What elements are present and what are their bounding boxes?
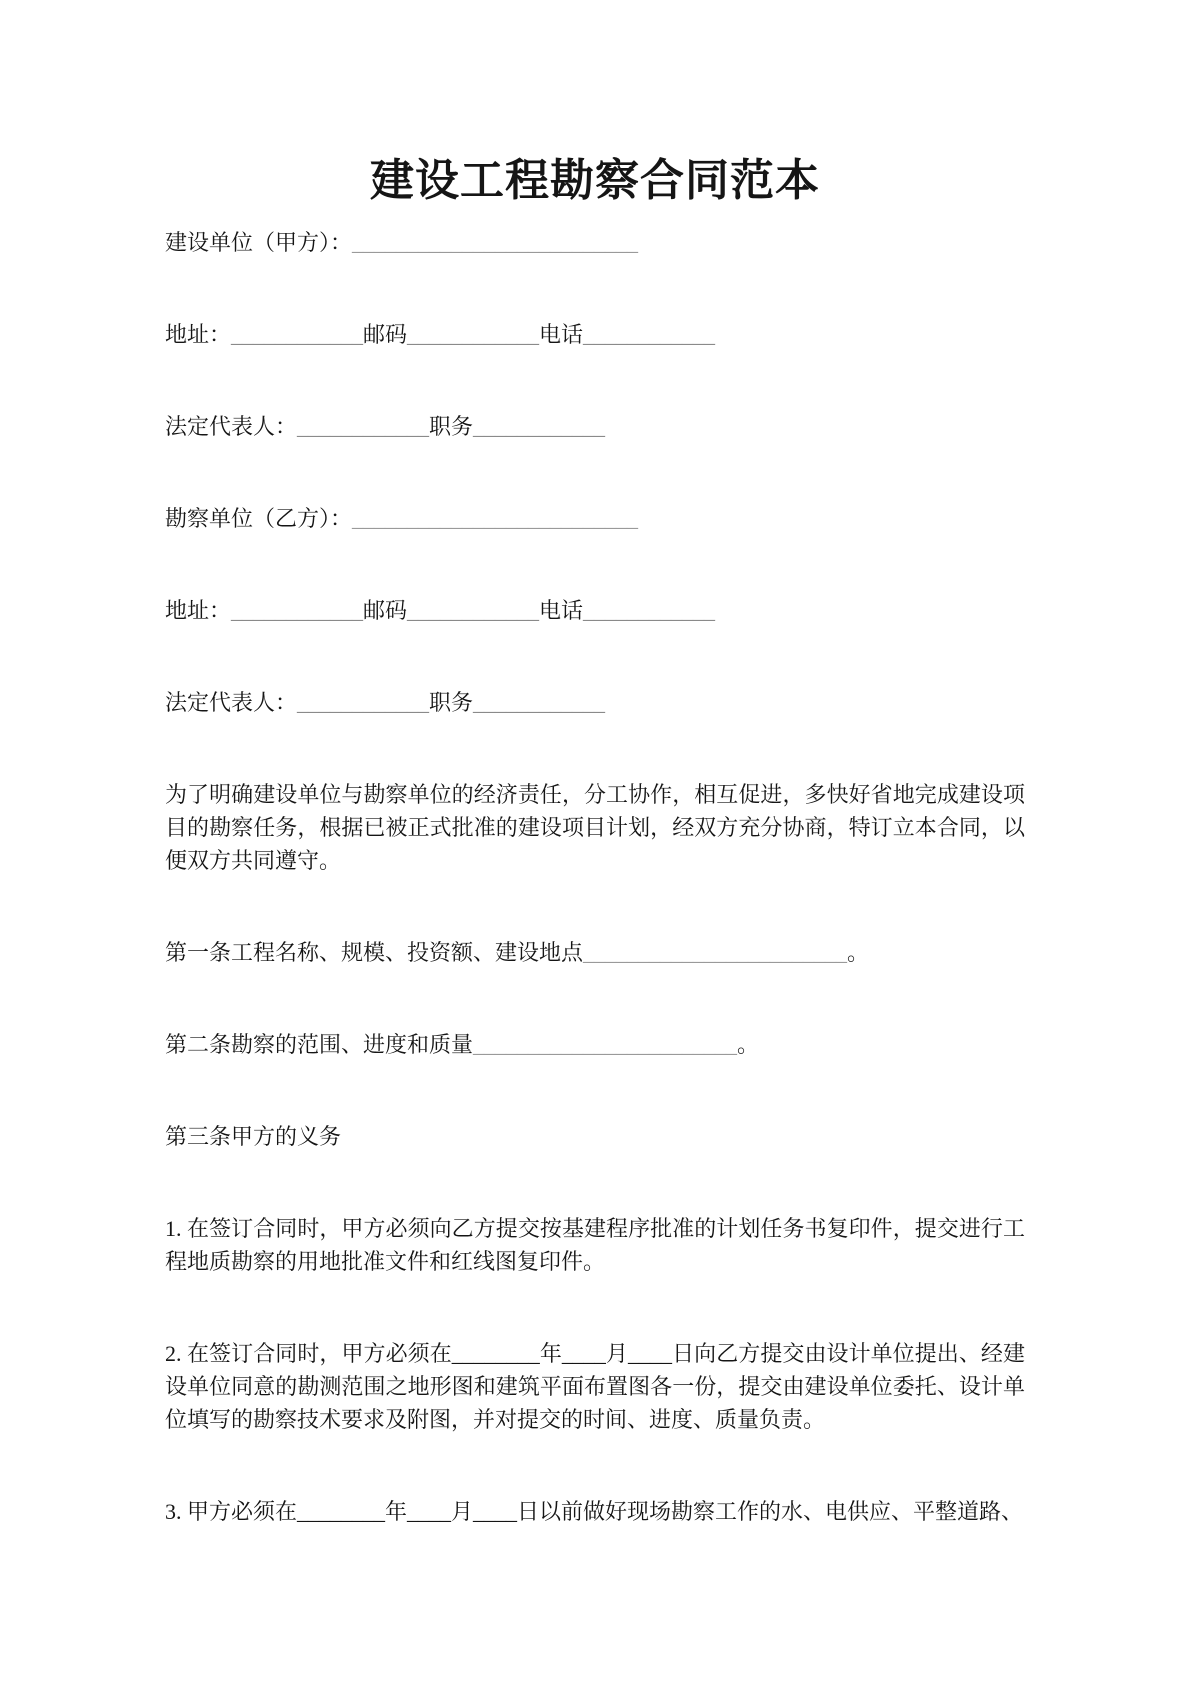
clause-3-heading: 第三条甲方的义务 — [165, 1124, 342, 1149]
party-a-address-label: 地址： — [165, 322, 232, 347]
party-b-duty-blank: ____________ — [473, 690, 606, 715]
party-b-address-label: 地址： — [165, 598, 232, 623]
document-title: 建设工程勘察合同范本 — [370, 156, 820, 205]
clause-2-label: 第二条勘察的范围、进度和质量 — [165, 1032, 474, 1057]
party-a-zip-blank: ____________ — [407, 322, 540, 347]
party-b-address-line — [165, 594, 1025, 627]
party-a-name-label: 建设单位（甲方）： — [165, 230, 353, 255]
clause-1-label: 第一条工程名称、规模、投资额、建设地点 — [165, 940, 584, 965]
clause-3-item-2: 2. 在签订合同时，甲方必须在________年____月____日向乙方提交由设计单位提出、经建设单位同意的勘测范围之地形图和建筑平面布置图各一份，提交由建设单位委托、设计单位填写的勘察技术要求及附图，并对提交的时间、进度、质量负责。 — [165, 1341, 1025, 1432]
party-b-rep-label: 法定代表人： — [165, 690, 298, 715]
party-b-name-line — [165, 502, 1025, 535]
clause-2-period: 。 — [737, 1032, 760, 1057]
party-a-rep-label: 法定代表人： — [165, 414, 298, 439]
party-a-rep-line — [165, 410, 1025, 443]
party-a-name-line — [165, 226, 1025, 259]
clause-3-item-1: 1. 在签订合同时，甲方必须向乙方提交按基建程序批准的计划任务书复印件，提交进行工程地质勘察的用地批准文件和红线图复印件。 — [165, 1216, 1025, 1274]
party-a-name-blank: __________________________ — [352, 230, 639, 255]
clause-2-blank: ________________________ — [473, 1032, 738, 1057]
party-a-phone-blank: ____________ — [583, 322, 716, 347]
party-a-duty-blank: ____________ — [473, 414, 606, 439]
clause-3-item-3: 3. 甲方必须在________年____月____日以前做好现场勘察工作的水、电供应、平整道路、 — [165, 1499, 1024, 1524]
party-a-phone-label: 电话 — [539, 322, 584, 347]
party-b-zip-label: 邮码 — [363, 598, 408, 623]
party-b-name-blank: __________________________ — [352, 506, 639, 531]
clause-2-line — [165, 1028, 1025, 1061]
party-b-rep-blank: ____________ — [297, 690, 430, 715]
clause-1-blank: ________________________ — [583, 940, 848, 965]
clause-1-period: 。 — [847, 940, 870, 965]
party-b-duty-label: 职务 — [429, 690, 474, 715]
party-a-rep-blank: ____________ — [297, 414, 430, 439]
party-b-rep-line — [165, 686, 1025, 719]
party-b-address-blank: ____________ — [231, 598, 364, 623]
preamble-paragraph: 为了明确建设单位与勘察单位的经济责任，分工协作，相互促进，多快好省地完成建设项目的勘察任务，根据已被正式批准的建设项目计划，经双方充分协商，特订立本合同，以便双方共同遵守。 — [165, 782, 1025, 873]
party-a-address-blank: ____________ — [231, 322, 364, 347]
party-b-zip-blank: ____________ — [407, 598, 540, 623]
party-a-address-line — [165, 318, 1025, 351]
party-b-name-label: 勘察单位（乙方）： — [165, 506, 353, 531]
party-b-phone-label: 电话 — [539, 598, 584, 623]
party-a-duty-label: 职务 — [429, 414, 474, 439]
party-a-zip-label: 邮码 — [363, 322, 408, 347]
party-b-phone-blank: ____________ — [583, 598, 716, 623]
clause-1-line — [165, 936, 1025, 969]
